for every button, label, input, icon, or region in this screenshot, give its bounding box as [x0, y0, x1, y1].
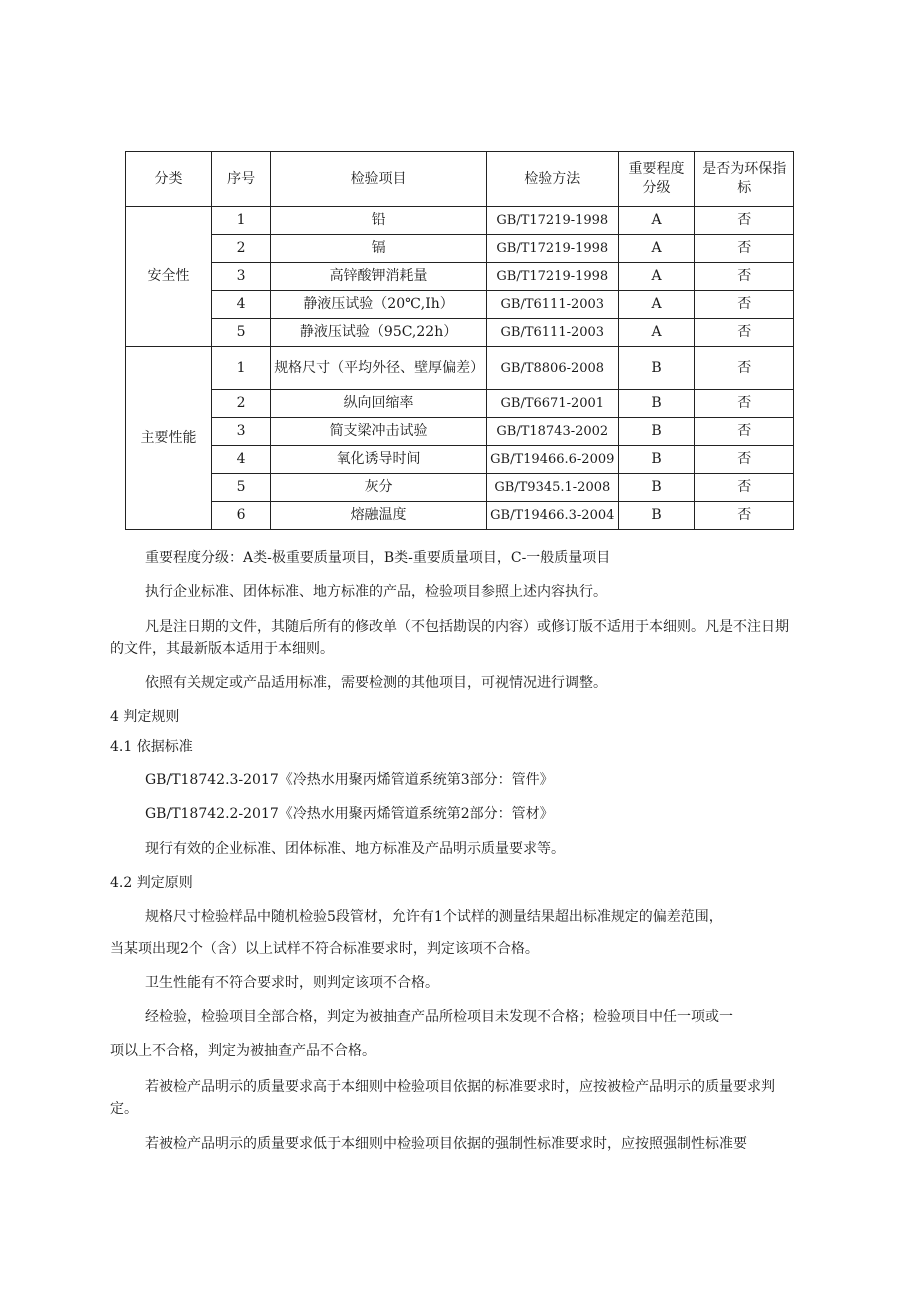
- row-number: 6: [212, 502, 271, 530]
- row-item: 纵向回缩率: [271, 390, 487, 418]
- paragraph: 当某项出现2个（含）以上试样不符合标准要求时，判定该项不合格。: [110, 941, 539, 957]
- header-category: 分类: [126, 152, 212, 207]
- row-method: GB/T8806-2008: [486, 347, 618, 390]
- category-cell: 主要性能: [126, 347, 212, 530]
- row-number: 2: [212, 390, 271, 418]
- paragraph: 执行企业标准、团体标准、地方标准的产品，检验项目参照上述内容执行。: [145, 584, 607, 600]
- row-item: 熔融温度: [271, 502, 487, 530]
- row-env: 否: [695, 418, 794, 446]
- table-row: [126, 474, 794, 502]
- table-row: [126, 207, 794, 235]
- row-item: 镉: [271, 235, 487, 263]
- paragraph: 规格尺寸检验样品中随机检验5段管材，允许有1个试样的测量结果超出标准规定的偏差范围，: [145, 909, 723, 925]
- grade-note: 重要程度分级：A类-极重要质量项目，B类-重要质量项目，C-一般质量项目: [145, 550, 611, 566]
- inspection-table: [125, 151, 794, 530]
- row-method: GB/T6111-2003: [486, 319, 618, 347]
- row-method: GB/T19466.6-2009: [486, 446, 618, 474]
- category-cell: 安全性: [126, 207, 212, 347]
- row-item: 简支梁冲击试验: [271, 418, 487, 446]
- row-item: 规格尺寸（平均外径、壁厚偏差）: [271, 347, 487, 390]
- row-grade: A: [618, 291, 695, 319]
- row-number: 1: [212, 347, 271, 390]
- subsection-heading: 4.2 判定原则: [110, 875, 193, 891]
- table-row: [126, 263, 794, 291]
- header-item: 检验项目: [271, 152, 487, 207]
- paragraph: 依照有关规定或产品适用标准，需要检测的其他项目，可视情况进行调整。: [145, 675, 607, 691]
- standard-ref: GB/T18742.2-2017《冷热水用聚丙烯管道系统第2部分：管材》: [145, 806, 554, 822]
- row-item: 高锌酸钾消耗量: [271, 263, 487, 291]
- row-grade: A: [618, 319, 695, 347]
- row-env: 否: [695, 347, 794, 390]
- table-header-row: [126, 152, 794, 207]
- row-item: 灰分: [271, 474, 487, 502]
- row-grade: B: [618, 418, 695, 446]
- row-env: 否: [695, 502, 794, 530]
- paragraph: 凡是注日期的文件，其随后所有的修改单（不包括勘误的内容）或修订版不适用于本细则。凡是不注日期的文件，其最新版本适用于本细则。: [110, 619, 789, 657]
- row-number: 3: [212, 263, 271, 291]
- paragraph: 卫生性能有不符合要求时，则判定该项不合格。: [145, 975, 439, 991]
- subsection-heading: 4.1 依据标准: [110, 739, 193, 755]
- row-grade: B: [618, 390, 695, 418]
- row-number: 3: [212, 418, 271, 446]
- row-env: 否: [695, 319, 794, 347]
- row-env: 否: [695, 390, 794, 418]
- header-env: 是否为环保指标: [695, 152, 794, 207]
- row-item: 静液压试验（95C,22h）: [271, 319, 487, 347]
- table-row: [126, 235, 794, 263]
- row-number: 2: [212, 235, 271, 263]
- row-item: 铅: [271, 207, 487, 235]
- header-number: 序号: [212, 152, 271, 207]
- row-method: GB/T18743-2002: [486, 418, 618, 446]
- paragraph: 若被检产品明示的质量要求低于本细则中检验项目依据的强制性标准要求时，应按照强制性标准要: [145, 1136, 747, 1152]
- row-grade: A: [618, 263, 695, 291]
- row-grade: B: [618, 474, 695, 502]
- row-number: 4: [212, 291, 271, 319]
- row-number: 1: [212, 207, 271, 235]
- row-method: GB/T9345.1-2008: [486, 474, 618, 502]
- row-number: 5: [212, 474, 271, 502]
- row-item: 静液压试验（20℃,Ih）: [271, 291, 487, 319]
- row-env: 否: [695, 291, 794, 319]
- paragraph: 经检验，检验项目全部合格，判定为被抽查产品所检项目未发现不合格；检验项目中任一项或一: [145, 1009, 733, 1025]
- row-env: 否: [695, 207, 794, 235]
- row-grade: A: [618, 235, 695, 263]
- table-row: [126, 390, 794, 418]
- row-env: 否: [695, 446, 794, 474]
- row-grade: B: [618, 347, 695, 390]
- row-method: GB/T17219-1998: [486, 263, 618, 291]
- row-method: GB/T19466.3-2004: [486, 502, 618, 530]
- row-number: 5: [212, 319, 271, 347]
- table-row: [126, 319, 794, 347]
- row-env: 否: [695, 474, 794, 502]
- paragraph: 现行有效的企业标准、团体标准、地方标准及产品明示质量要求等。: [145, 841, 565, 857]
- section-heading: 4 判定规则: [110, 709, 180, 725]
- row-grade: A: [618, 207, 695, 235]
- row-grade: B: [618, 502, 695, 530]
- paragraph: 项以上不合格，判定为被抽查产品不合格。: [110, 1043, 376, 1059]
- standard-ref: GB/T18742.3-2017《冷热水用聚丙烯管道系统第3部分：管件》: [145, 772, 554, 788]
- row-item: 氧化诱导时间: [271, 446, 487, 474]
- table-row: [126, 502, 794, 530]
- header-method: 检验方法: [486, 152, 618, 207]
- table-row: [126, 347, 794, 390]
- row-method: GB/T17219-1998: [486, 235, 618, 263]
- row-method: GB/T17219-1998: [486, 207, 618, 235]
- table-row: [126, 418, 794, 446]
- table-row: [126, 446, 794, 474]
- header-grade: 重要程度分级: [618, 152, 695, 207]
- row-env: 否: [695, 235, 794, 263]
- row-grade: B: [618, 446, 695, 474]
- row-number: 4: [212, 446, 271, 474]
- row-method: GB/T6671-2001: [486, 390, 618, 418]
- paragraph: 若被检产品明示的质量要求高于本细则中检验项目依据的标准要求时，应按被检产品明示的质量要求判定。: [110, 1079, 775, 1117]
- row-method: GB/T6111-2003: [486, 291, 618, 319]
- row-env: 否: [695, 263, 794, 291]
- table-row: [126, 291, 794, 319]
